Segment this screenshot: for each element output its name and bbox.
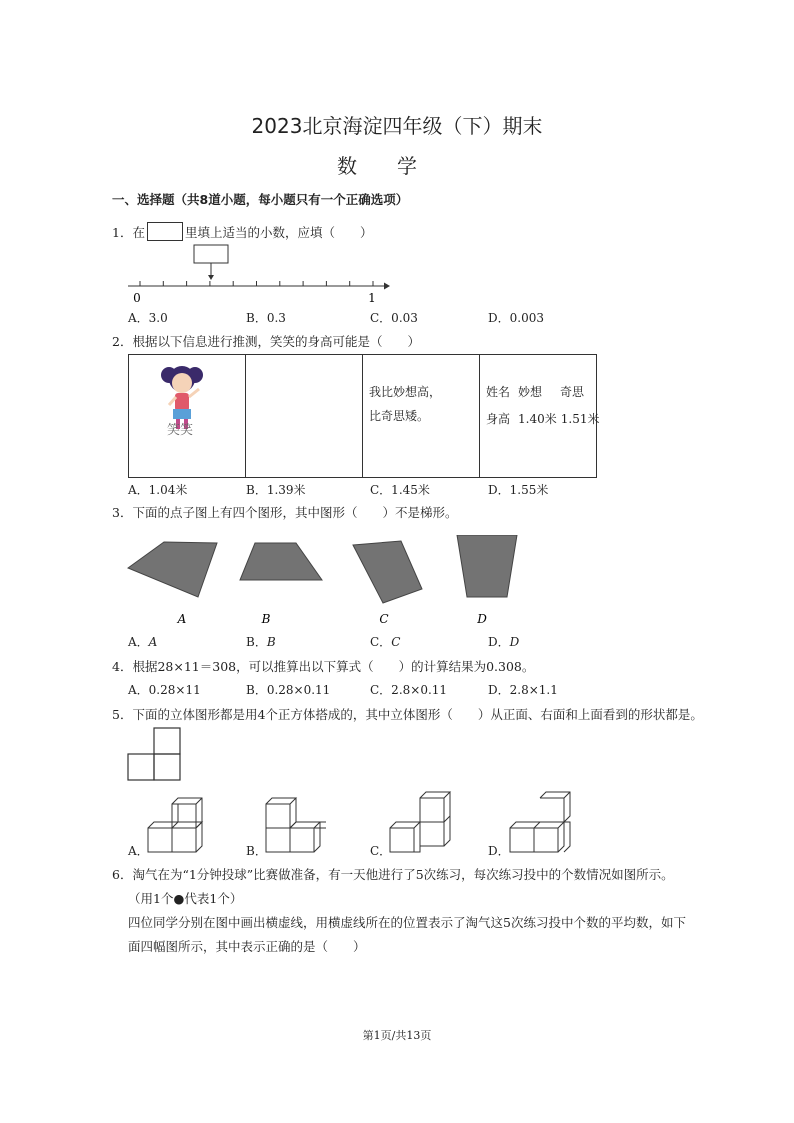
q2-info-table <box>128 354 600 478</box>
q3-shape-a <box>128 542 217 597</box>
q1-ticks <box>140 281 373 286</box>
q1-post: 里填上适当的小数，应填（ ） <box>184 225 373 240</box>
q2-name-header: 姓名 <box>486 385 511 399</box>
q6-stem-line4: 面四幅图所示，其中表示正确的是（ ） <box>128 939 366 954</box>
q5-solid-c <box>388 788 460 854</box>
q1-option-c[interactable]: C．0.03 <box>370 311 418 325</box>
q6-stem-line2: （用1个●代表1个） <box>128 891 243 906</box>
q1-blank-box <box>147 222 183 241</box>
q2-cell-heights <box>480 355 600 478</box>
subject-title: 数学 <box>337 154 457 178</box>
q2-statement-line1: 我比妙想高， <box>369 385 442 399</box>
q3-label-c: C <box>379 612 389 626</box>
q2-option-b[interactable]: B．1.39米 <box>246 483 306 497</box>
q3-shapes <box>120 535 540 630</box>
q1-number: 1． <box>112 225 133 240</box>
q2-option-d[interactable]: D．1.55米 <box>488 483 549 497</box>
q4-option-b[interactable]: B．0.28×0.11 <box>246 683 331 697</box>
q1-axis-arrow <box>384 283 390 290</box>
q3-shape-d <box>457 535 517 597</box>
q1-axis-label-1: 1 <box>368 291 376 305</box>
q3-option-b[interactable]: B．B <box>246 635 276 649</box>
q4-option-d[interactable]: D．2.8×1.1 <box>488 683 558 697</box>
q2-cell-blank <box>246 355 363 478</box>
q2-cell-statement <box>363 355 480 478</box>
q3-shape-b <box>240 543 322 580</box>
q5-view-figure <box>127 727 183 781</box>
page-title: 2023北京海淀四年级（下）期末 <box>251 114 543 138</box>
q1-number-line <box>122 244 392 306</box>
q3-label-d: D <box>477 612 487 626</box>
q4-option-a[interactable]: A．0.28×11 <box>128 683 201 697</box>
q2-height-miaoxiang: 1.40米 <box>518 412 557 426</box>
q5-solid-a <box>146 788 214 854</box>
q2-name-qisi: 奇思 <box>560 385 585 399</box>
q5-option-d[interactable]: D． <box>488 844 510 858</box>
q2-statement-line2: 比奇思矮。 <box>369 409 430 423</box>
page-footer: 第1页/共13页 <box>362 1029 432 1042</box>
q2-option-c[interactable]: C．1.45米 <box>370 483 430 497</box>
q1-pointer-arrow-head <box>208 275 214 280</box>
q2-height-header: 身高 <box>486 412 511 426</box>
q6-stem-line1: 6．淘气在为“1分钟投球”比赛做准备，有一天他进行了5次练习，每次练习投中的个数情况如图所示。 <box>112 867 674 882</box>
q3-stem: 3．下面的点子图上有四个图形，其中图形（ ）不是梯形。 <box>112 505 458 520</box>
q2-heights-row-names <box>486 383 584 400</box>
q1-option-a[interactable]: A．3.0 <box>128 311 168 325</box>
q1-answer-box <box>194 245 228 263</box>
q5-solid-b <box>264 796 334 854</box>
q2-height-qisi: 1.51米 <box>560 412 600 426</box>
girl-name-label: 笑笑 <box>167 423 194 438</box>
q1-option-d[interactable]: D．0.003 <box>488 311 544 325</box>
q5-option-a[interactable]: A． <box>128 844 149 858</box>
q5-solid-d <box>508 788 580 854</box>
q1-option-b[interactable]: B．0.3 <box>246 311 286 325</box>
q5-option-c[interactable]: C． <box>370 844 392 858</box>
q3-option-c[interactable]: C．C <box>370 635 401 649</box>
q3-shape-c <box>353 541 422 603</box>
q3-label-a: A <box>177 612 187 626</box>
q5-stem: 5．下面的立体图形都是用4个正方体搭成的，其中立体图形（ ）从正面、右面和上面看到的形状都是。 <box>112 707 703 722</box>
q2-heights-row-values <box>486 410 599 427</box>
q2-cell-character <box>129 355 246 478</box>
q2-name-miaoxiang: 妙想 <box>518 385 543 399</box>
q5-option-b[interactable]: B． <box>246 844 267 858</box>
section-heading: 一、选择题（共8道小题，每小题只有一个正确选项） <box>112 192 409 207</box>
q3-option-d[interactable]: D．D <box>488 635 520 649</box>
q1-pre: 在 <box>132 225 145 240</box>
q3-label-b: B <box>261 612 271 626</box>
q4-stem: 4．根据28×11＝308，可以推算出以下算式（ ）的计算结果为0.308。 <box>112 659 535 674</box>
q2-option-a[interactable]: A．1.04米 <box>128 483 188 497</box>
q4-option-c[interactable]: C．2.8×0.11 <box>370 683 448 697</box>
q1-stem <box>112 222 372 241</box>
q6-stem-line3: 四位同学分别在图中画出横虚线，用横虚线所在的位置表示了淘气这5次练习投中个数的平均数，如下 <box>128 915 686 930</box>
q1-axis-label-0: 0 <box>133 291 141 305</box>
q2-stem: 2．根据以下信息进行推测，笑笑的身高可能是（ ） <box>112 334 420 349</box>
q3-option-a[interactable]: A．A <box>128 635 158 649</box>
